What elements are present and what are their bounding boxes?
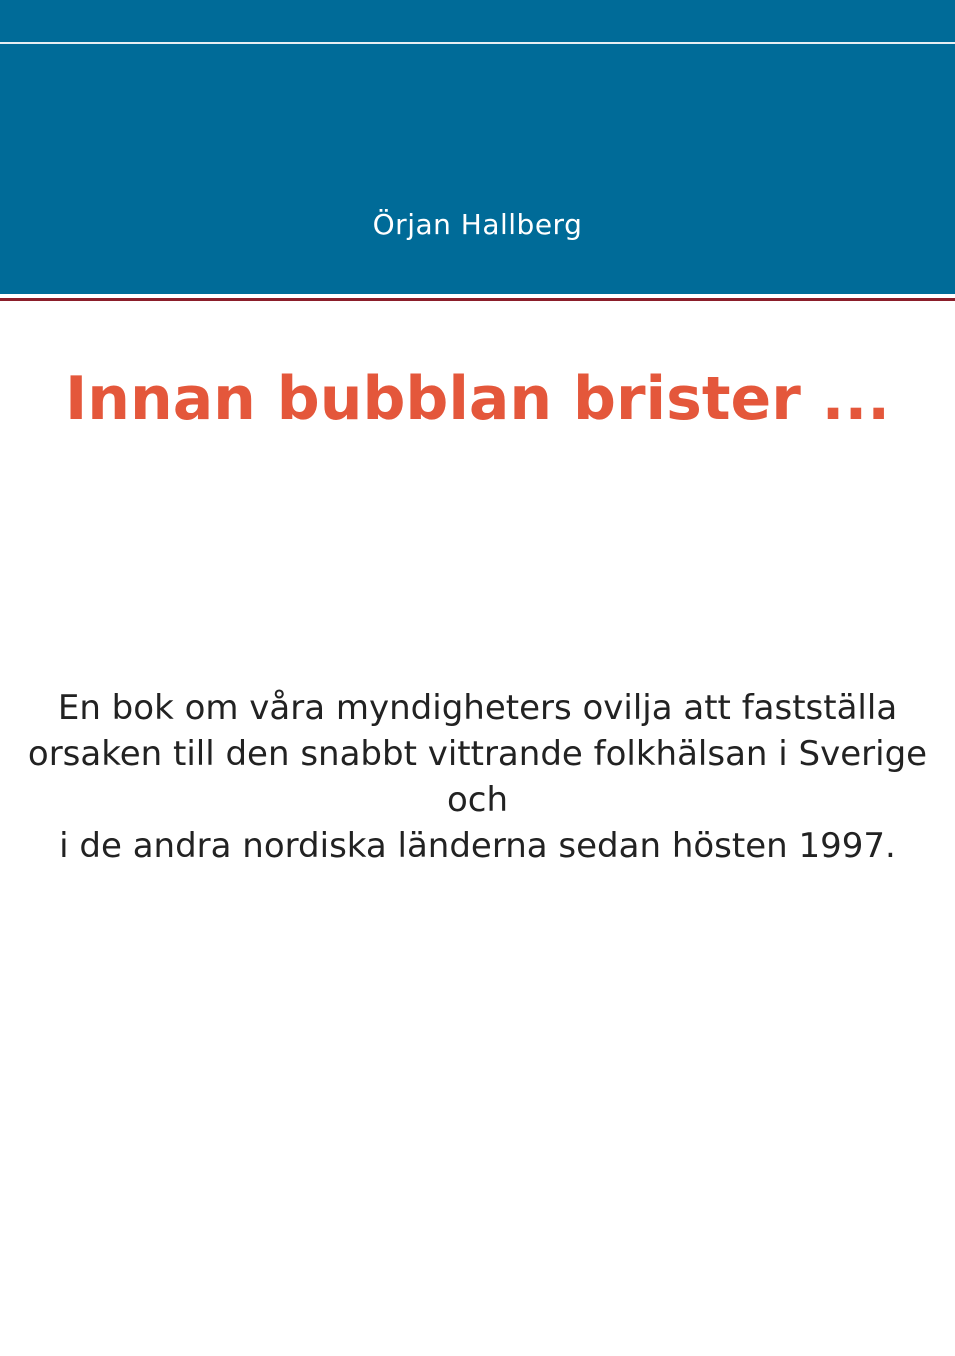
- book-title: Innan bubblan brister ...: [64, 364, 891, 434]
- header-rule-white: [0, 294, 955, 297]
- subtitle-line-1: En bok om våra myndigheters ovilja att fastställa: [57, 688, 898, 728]
- book-subtitle: [20, 685, 935, 869]
- header-rule-red: [0, 298, 955, 301]
- header-rule-top: [0, 42, 955, 44]
- subtitle-line-3: i de andra nordiska länderna sedan hösten 1997.: [59, 826, 896, 866]
- subtitle-line-2: orsaken till den snabbt vittrande folkhälsan i Sverige och: [27, 734, 928, 820]
- author-name: Örjan Hallberg: [372, 208, 583, 241]
- header-band: [0, 0, 955, 294]
